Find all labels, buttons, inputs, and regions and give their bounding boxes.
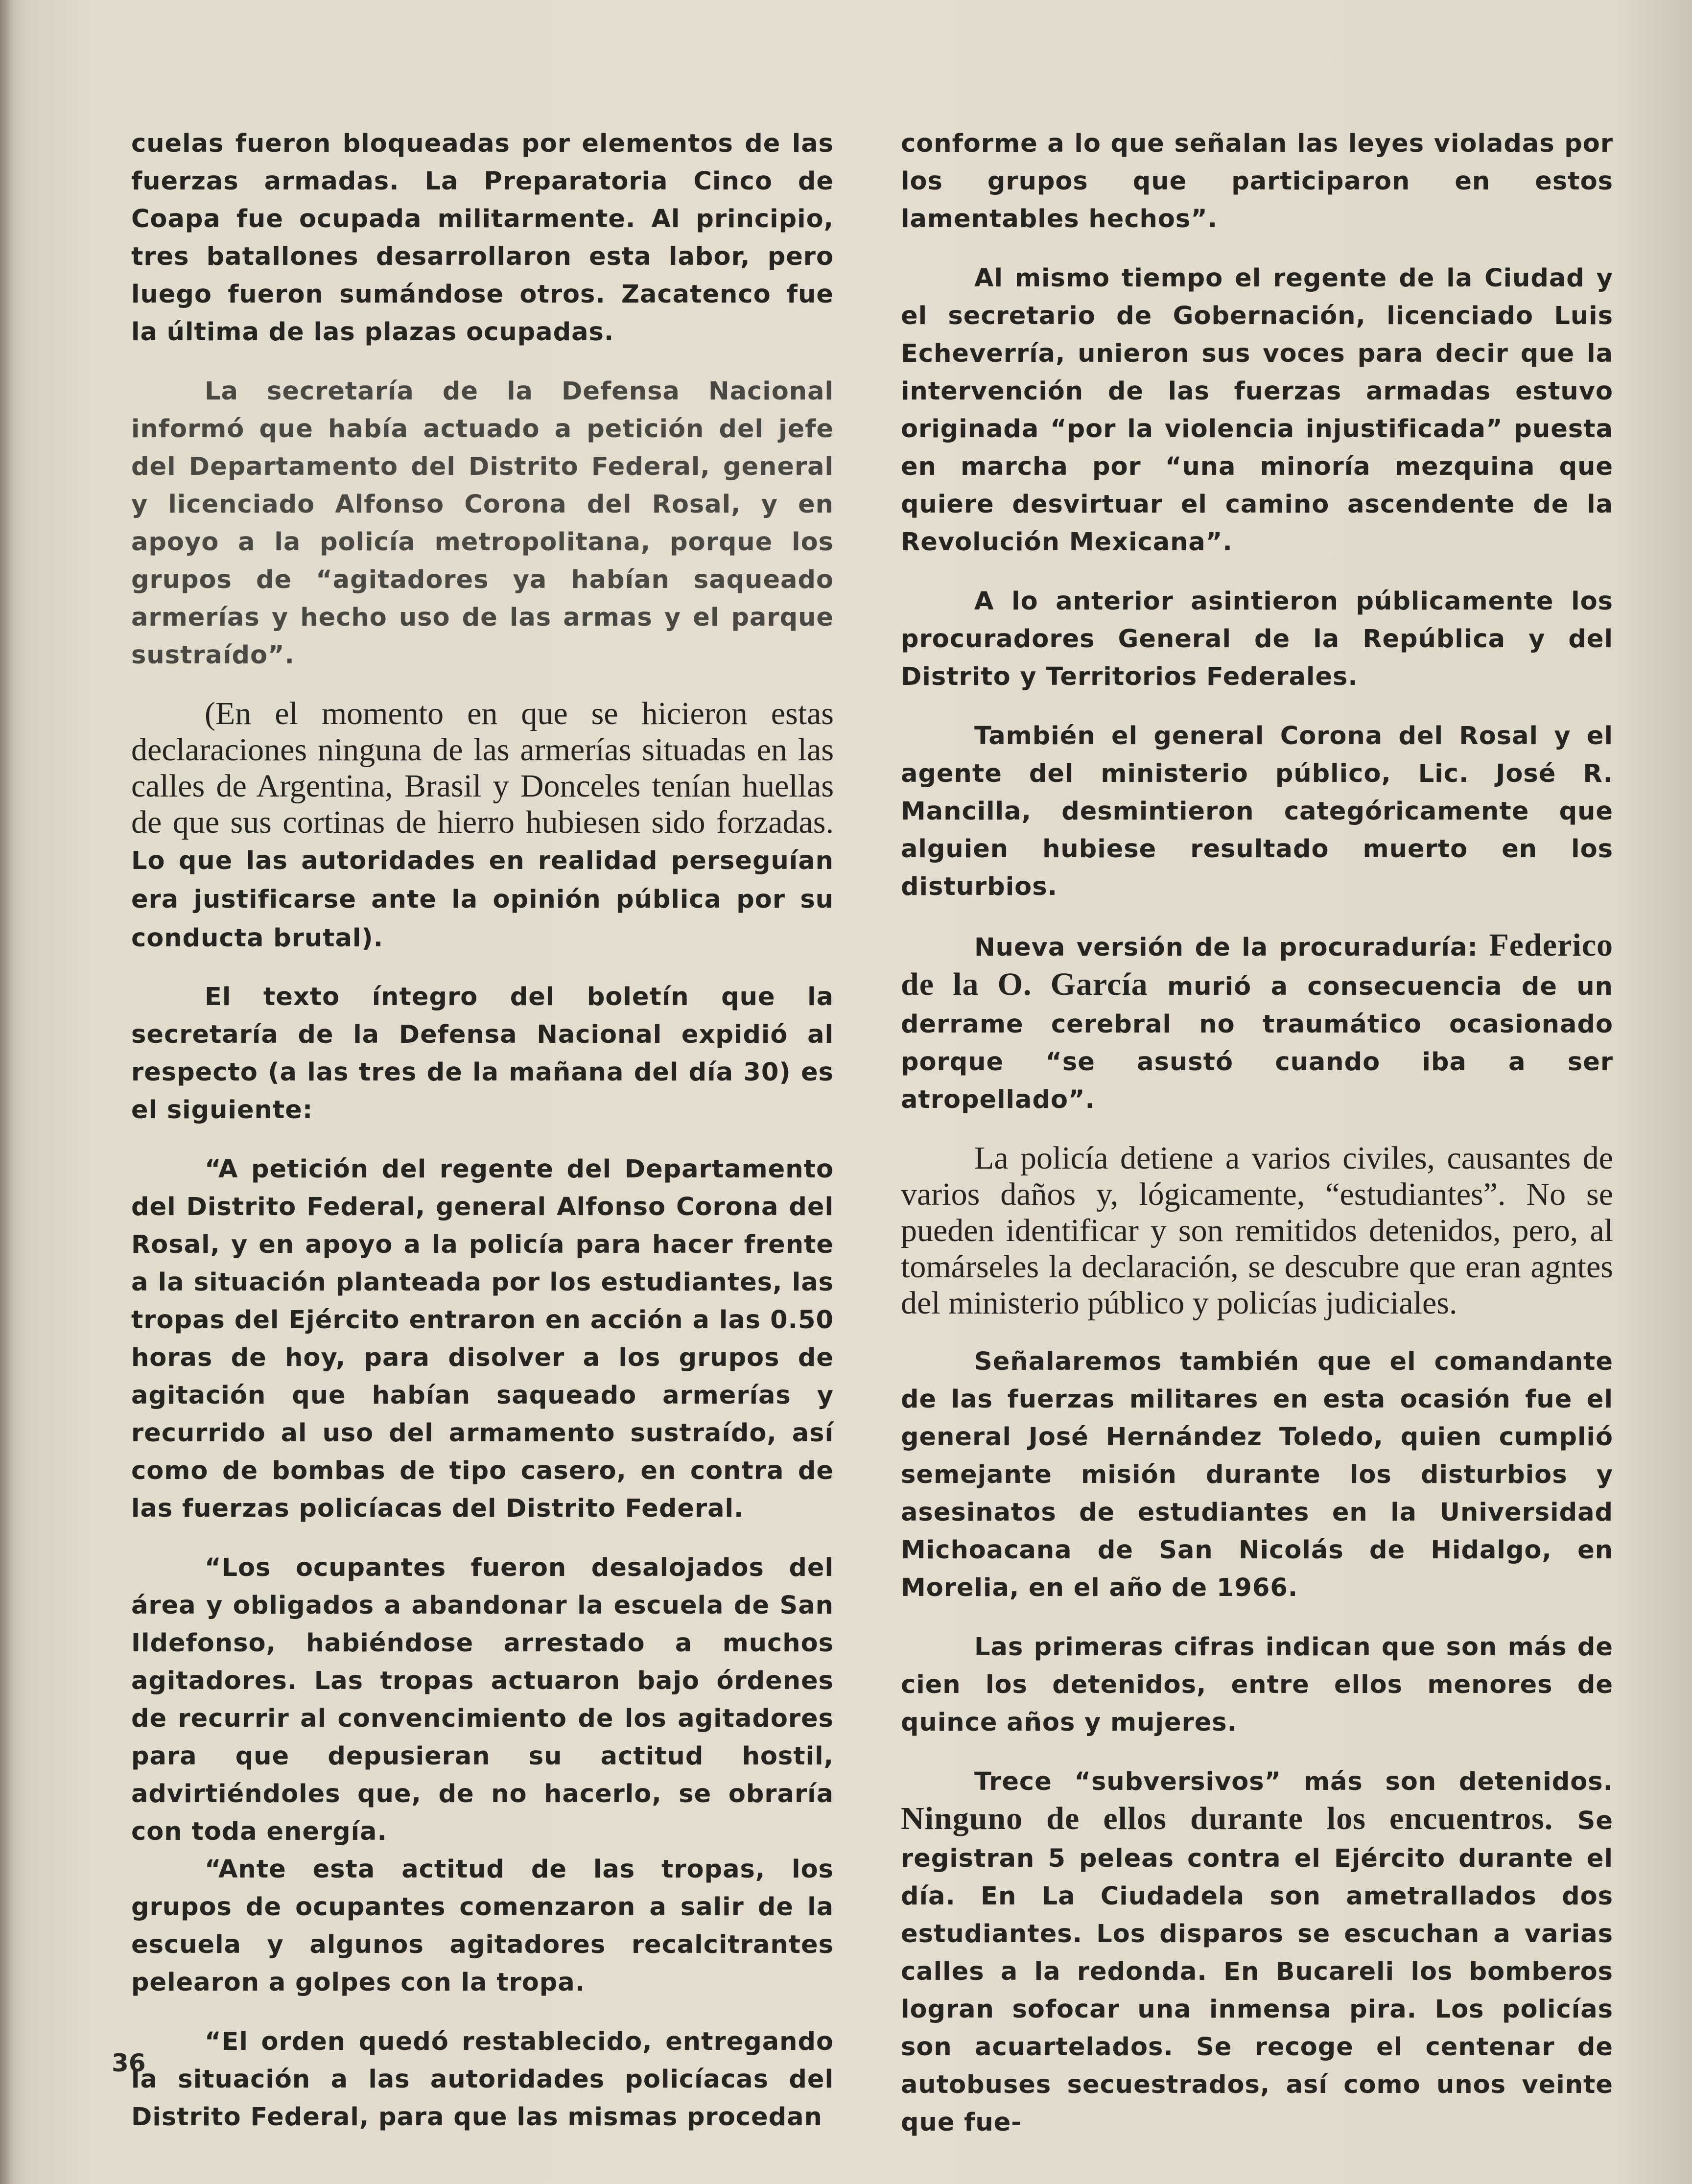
right-column [901, 125, 1613, 2141]
paragraph: “El orden quedó restablecido, entregando la situación a las autoridades policíacas del Distrito Federal, para que las mismas procedan [131, 2027, 834, 2132]
page-spine-shadow [0, 0, 14, 2184]
paragraph [901, 927, 1613, 1119]
paragraph: “Ante esta actitud de las tropas, los grupos de ocupantes comenzaron a salir de la escuela y algunos agitadores recalcitrantes pelearon a golpes con la tropa. [131, 1855, 834, 1997]
paragraph-serif-part: (En el momento en que se hicieron estas declaraciones ninguna de las armerías situadas en las calles de Argentina, Brasil y Donceles tenían huellas de que sus cortinas de hierro hubiesen sido forzadas. [131, 696, 834, 840]
paragraph-bold-part: Trece “subversivos” más son detenidos. [974, 1767, 1613, 1796]
paragraph: La secretaría de la Defensa Nacional informó que había actuado a petición del jefe del Departamento del Distrito Federal, general y licenciado Alfonso Corona del Rosal, y en apoyo a la policía metropolitana, porque los grupos de “agitadores ya habían saqueado armerías y hecho uso de las armas y el parque sustraído”. [131, 377, 834, 670]
page-number: 36 [112, 2049, 146, 2077]
paragraph-bold-part: Nueva versión de la procuraduría: [974, 933, 1478, 962]
paragraph: A lo anterior asintieron públicamente los procuradores General de la República y del Distrito y Territorios Federales. [901, 587, 1613, 691]
paragraph: Señalaremos también que el comandante de las fuerzas militares en esta ocasión fue el general José Hernández Toledo, quien cumplió semejante misión durante los disturbios y asesinatos de estudiantes en la Universidad Michoacana de San Nicolás de Hidalgo, en Morelia, en el año de 1966. [901, 1347, 1613, 1602]
paragraph-bold-part: Lo que las autoridades en realidad perseguían era justificarse ante la opinión pública por su conducta brutal). [131, 846, 834, 953]
left-column [131, 125, 834, 2136]
paragraph: Las primeras cifras indican que son más de cien los detenidos, entre ellos menores de quince años y mujeres. [901, 1633, 1613, 1737]
paragraph: “Los ocupantes fueron desalojados del área y obligados a abandonar la escuela de San Ildefonso, habiéndose arrestado a muchos agitadores. Las tropas actuaron bajo órdenes de recurrir al convencimiento de los agitadores para que depusieran su actitud hostil, advirtiéndoles que, de no hacerlo, se obraría con toda energía. [131, 1553, 834, 1846]
paragraph: conforme a lo que señalan las leyes violadas por los grupos que participaron en estos lamentables hechos”. [901, 129, 1613, 234]
paragraph: También el general Corona del Rosal y el agente del ministerio público, Lic. José R. Mancilla, desmintieron categóricamente que alguien hubiese resultado muerto en los disturbios. [901, 722, 1613, 901]
paragraph: cuelas fueron bloqueadas por elementos de las fuerzas armadas. La Preparatoria Cinco de Coapa fue ocupada militarmente. Al principio, tres batallones desarrollaron esta labor, pero luego fueron sumándose otros. Zacatenco fue la última de las plazas ocupadas. [131, 129, 834, 347]
paragraph-serif-part: Federico de la O. García [901, 927, 1613, 1002]
paragraph-serif-part: Ninguno de ellos durante los encuentros. [901, 1801, 1553, 1836]
paragraph: “A petición del regente del Departamento del Distrito Federal, general Alfonso Corona del Rosal, y en apoyo a la policía para hacer frente a la situación planteada por los estudiantes, las tropas del Ejército entraron en acción a las 0.50 horas de hoy, para disolver a los grupos de agitación que habían saqueado armerías y recurrido al uso del armamento sustraído, así como de bombas de tipo casero, en contra de las fuerzas policíacas del Distrito Federal. [131, 1155, 834, 1523]
paragraph [131, 696, 834, 957]
paragraph: El texto íntegro del boletín que la secretaría de la Defensa Nacional expidió al respecto (a las tres de la mañana del día 30) es el siguiente: [131, 983, 834, 1125]
paragraph: La policía detiene a varios civiles, causantes de varios daños y, lógicamente, “estudiantes”. No se pueden identificar y son remitidos detenidos, pero, al tomárseles la declaración, se descubre que eran agntes del ministerio público y policías judiciales. [901, 1140, 1613, 1321]
paragraph [901, 1763, 1613, 2141]
paragraph-bold-part: murió a consecuencia de un derrame cerebral no traumático ocasionado porque “se asustó cuando iba a ser atropellado”. [901, 972, 1613, 1114]
paragraph: Al mismo tiempo el regente de la Ciudad y el secretario de Gobernación, licenciado Luis Echeverría, unieron sus voces para decir que la intervención de las fuerzas armadas estuvo originada “por la violencia injustificada” puesta en marcha por “una minoría mezquina que quiere desvirtuar el camino ascendente de la Revolución Mexicana”. [901, 264, 1613, 557]
paragraph-bold-part: Se registran 5 peleas contra el Ejército durante el día. En La Ciudadela son ametrallados dos estudiantes. Los disparos se escuchan a varias calles a la redonda. En Bucareli los bomberos logran sofocar una inmensa pira. Los policías son acuartelados. Se recoge el centenar de autobuses secuestrados, así como unos veinte que fue- [901, 1807, 1613, 2137]
